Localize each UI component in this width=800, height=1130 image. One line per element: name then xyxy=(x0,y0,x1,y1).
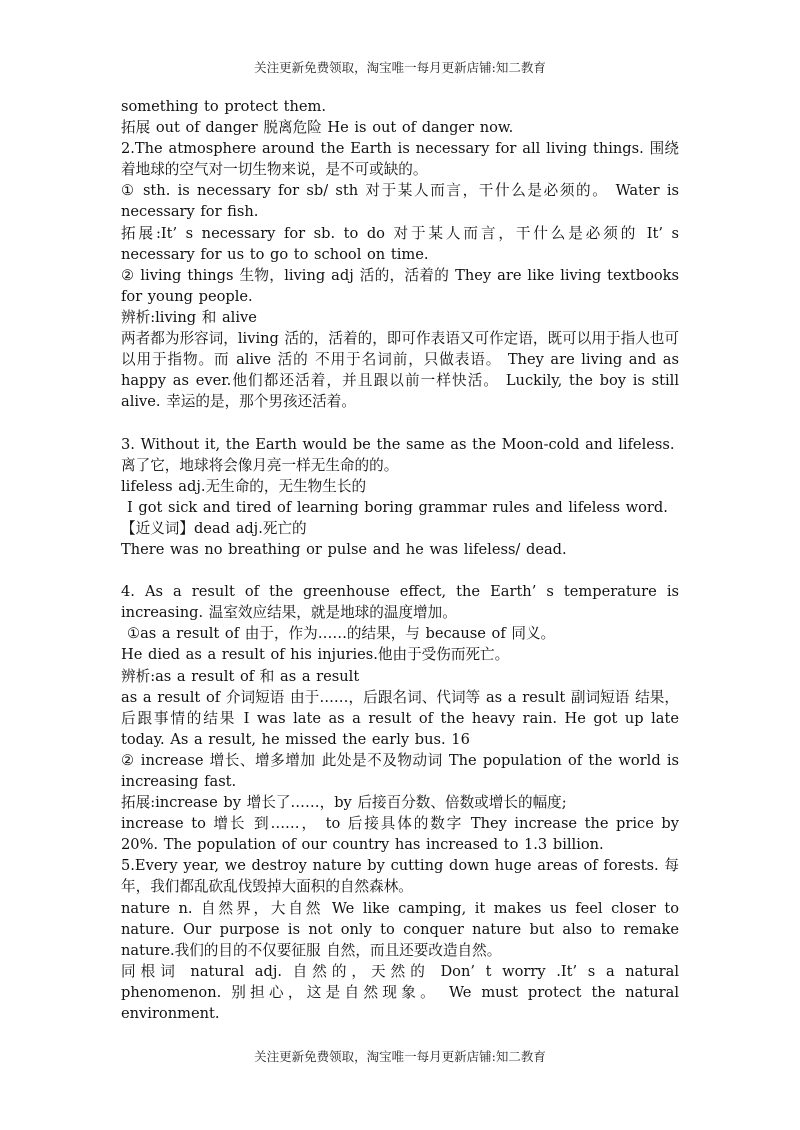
paragraph: I got sick and tired of learning boring grammar rules and lifeless word. xyxy=(127,498,668,516)
page-header: 关注更新免费领取，淘宝唯一每月更新店铺:知二教育 xyxy=(254,60,546,75)
paragraph: ① sth. is necessary for sb/ sth 对于某人而言，干什么是必须的。 Water is necessary for fish. xyxy=(121,182,679,221)
paragraph: 拓展 out of danger 脱离危险 He is out of danger now. xyxy=(121,119,514,137)
paragraph: 辨析:living 和 alive xyxy=(121,308,257,326)
paragraph: 同根词 natural adj. 自然的，天然的 Don’ t worry .It’ s a natural phenomenon. 别担心，这是自然现象。 We must protect the natural environment. xyxy=(121,962,679,1023)
paragraph: 3. Without it, the Earth would be the same as the Moon-cold and lifeless. xyxy=(121,435,675,453)
paragraph: He died as a result of his injuries.他由于受伤而死亡。 xyxy=(121,646,510,664)
paragraph: lifeless adj.无生命的，无生物生长的 xyxy=(121,477,367,495)
paragraph: ①as a result of 由于，作为……的结果，与 because of 同义。 xyxy=(127,625,556,643)
paragraph: something to protect them. xyxy=(121,98,327,115)
document-body xyxy=(121,96,679,1024)
page-footer: 关注更新免费领取，淘宝唯一每月更新店铺:知二教育 xyxy=(254,1049,546,1064)
paragraph: 两者都为形容词，living 活的，活着的，即可作表语又可作定语，既可以用于指人也可 以用于指物。而 alive 活的 不用于名词前，只做表语。 They are living and as happy as ever.他们都还活着，并且跟以前一样快活。 Luckily, the boy is still alive. 幸运的是，那个男孩还活着。 xyxy=(121,330,679,411)
paragraph: There was no breathing or pulse and he was lifeless/ dead. xyxy=(121,540,567,558)
paragraph: 5.Every year, we destroy nature by cutting down huge areas of forests. 每年，我们都乱砍乱伐毁掉大面积的自然森林。 xyxy=(121,857,679,896)
paragraph: 拓展:increase by 增长了……，by 后接百分数、倍数或增长的幅度; xyxy=(121,794,567,812)
paragraph: 2.The atmosphere around the Earth is necessary for all living things. 围绕着地球的空气对一切生物来说，是不可或缺的。 xyxy=(121,140,679,179)
paragraph: 辨析:as a result of 和 as a result xyxy=(121,667,360,685)
blank-line xyxy=(121,412,679,433)
paragraph: ② living things 生物，living adj 活的，活着的 They are like living textbooks for young people. xyxy=(121,266,679,305)
paragraph: 4. As a result of the greenhouse effect, the Earth’ s temperature is increasing. 温室效应结果，就是地球的温度增加。 xyxy=(121,583,679,622)
paragraph: as a result of 介词短语 由于……，后跟名词、代词等 as a result 副词短语 结果，后跟事情的结果 I was late as a result of the heavy rain. He got up late today. As a result, he missed the early bus. 16 xyxy=(121,688,679,748)
paragraph: nature n. 自然界，大自然 We like camping, it makes us feel closer to nature. Our purpose is not only to conquer nature but also to remake nature.我们的目的不仅要征服 自然，而且还要改造自然。 xyxy=(121,899,679,959)
paragraph: 【近义词】dead adj.死亡的 xyxy=(121,519,307,537)
paragraph: 拓展:It’ s necessary for sb. to do 对于某人而言，干什么是必须的 It’ s necessary for us to go to school on time. xyxy=(121,224,679,263)
blank-line xyxy=(121,560,679,581)
paragraph: 离了它，地球将会像月亮一样无生命的的。 xyxy=(121,456,399,474)
paragraph: increase to 增长 到……， to 后接具体的数字 They increase the price by 20%. The population of our country has increased to 1.3 billion. xyxy=(121,815,679,854)
paragraph: ② increase 增长、增多增加 此处是不及物动词 The population of the world is increasing fast. xyxy=(121,751,679,790)
